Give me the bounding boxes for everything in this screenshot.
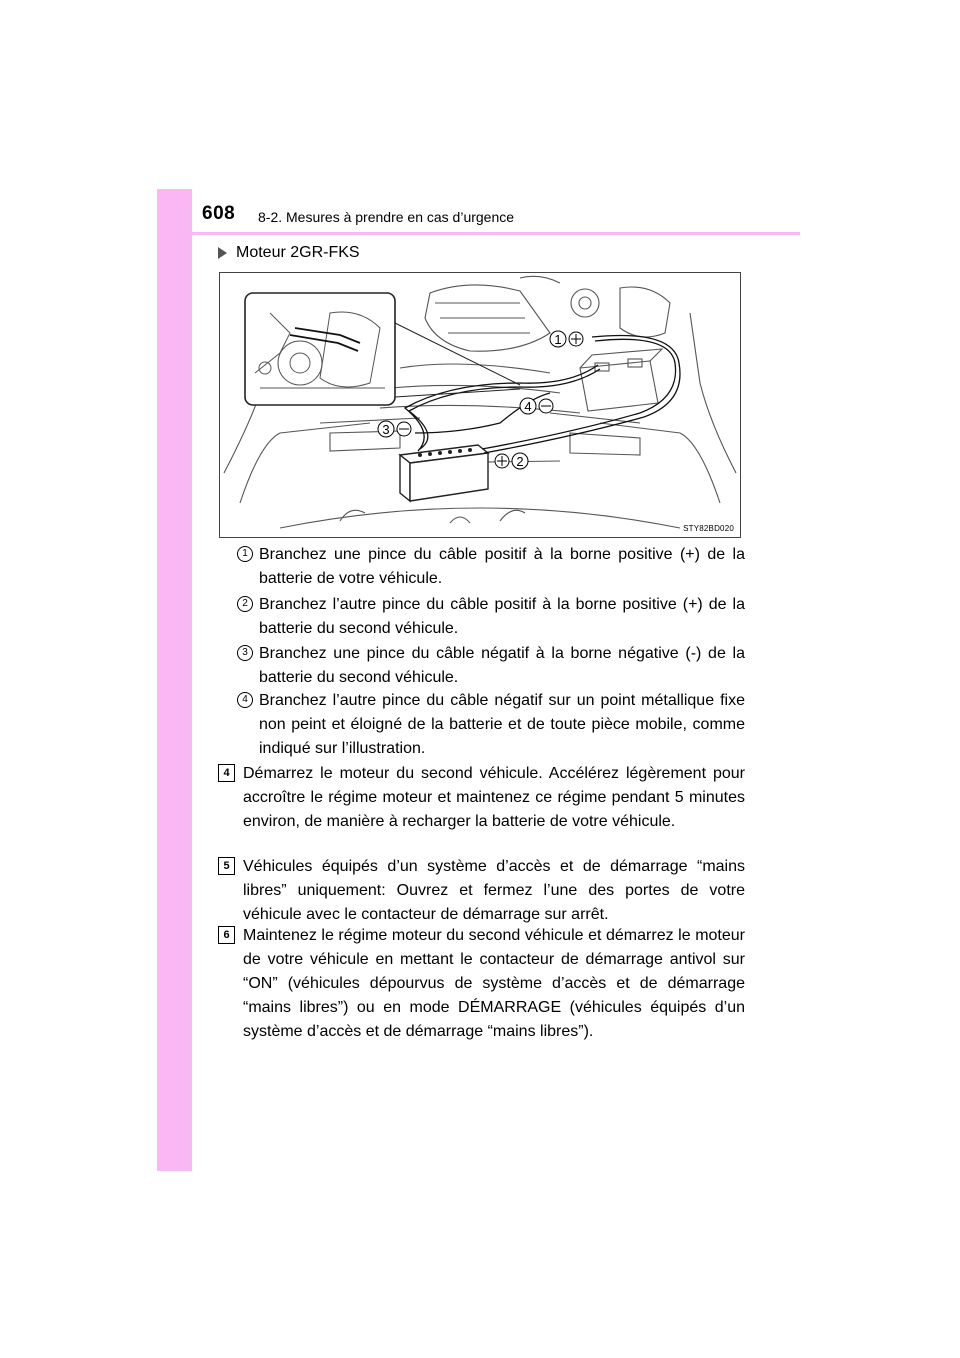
callout-3 bbox=[378, 421, 411, 437]
step-4-number-box: 4 bbox=[218, 764, 235, 782]
substep-3-text: Branchez une pince du câble négatif à la borne négative (-) de la batterie du second véhicule. bbox=[259, 645, 745, 686]
chapter-sidebar-tab bbox=[157, 189, 192, 1171]
substep-2-marker: 2 bbox=[237, 596, 253, 612]
callout-3-label: 3 bbox=[382, 422, 390, 437]
figure-code: STY82BD020 bbox=[683, 524, 734, 533]
callout-4-label: 4 bbox=[524, 399, 532, 414]
step-5-number-box: 5 bbox=[218, 857, 235, 875]
engine-illustration bbox=[219, 272, 741, 538]
substep-3-marker: 3 bbox=[237, 645, 253, 661]
triangle-bullet-icon bbox=[218, 247, 227, 259]
chapter-title: 8-2. Mesures à prendre en cas d’urgence bbox=[258, 209, 515, 225]
subheading-text: Moteur 2GR-FKS bbox=[236, 244, 360, 261]
step-4-text: Démarrez le moteur du second véhicule. Accélérez légèrement pour accroître le régime moteur et maintenez ce régime pendant 5 minutes environ, de manière à recharger la batterie de votre véhicule. bbox=[243, 765, 745, 830]
substep-1-text: Branchez une pince du câble positif à la borne positive (+) de la batterie de votre véhicule. bbox=[259, 546, 745, 587]
callout-2 bbox=[495, 453, 528, 469]
header-rule bbox=[192, 232, 800, 235]
page-number: 608 bbox=[202, 203, 236, 224]
step-5-text: Véhicules équipés d’un système d’accès et de démarrage “mains libres” uniquement: Ouvrez et fermez l’une des portes de votre véhicule avec le contacteur de démarrage sur arrêt. bbox=[243, 858, 745, 923]
section-subheading bbox=[218, 244, 360, 262]
substep-2-text: Branchez l’autre pince du câble positif à la borne positive (+) de la batterie du second véhicule. bbox=[259, 596, 745, 637]
substep-4-text: Branchez l’autre pince du câble négatif sur un point métallique fixe non peint et éloigné de la batterie et de toute pièce mobile, comme indiqué sur l’illustration. bbox=[259, 692, 745, 757]
substep-1-marker: 1 bbox=[237, 546, 253, 562]
callout-overlay bbox=[220, 273, 740, 537]
callout-4 bbox=[520, 398, 553, 414]
callout-1-label: 1 bbox=[554, 332, 562, 347]
callout-2-label: 2 bbox=[516, 454, 524, 469]
substep-4-marker: 4 bbox=[237, 692, 253, 708]
callout-1 bbox=[550, 331, 583, 347]
step-6-number-box: 6 bbox=[218, 926, 235, 944]
step-6-text: Maintenez le régime moteur du second véhicule et démarrez le moteur de votre véhicule en mettant le contacteur de démarrage antivol sur “ON” (véhicules dépourvus de système d’accès et de démarrage “mains libres”) ou en mode DÉMARRAGE (véhicules équipés d’un système d’accès et de démarrage “mains libres”). bbox=[243, 927, 745, 1040]
